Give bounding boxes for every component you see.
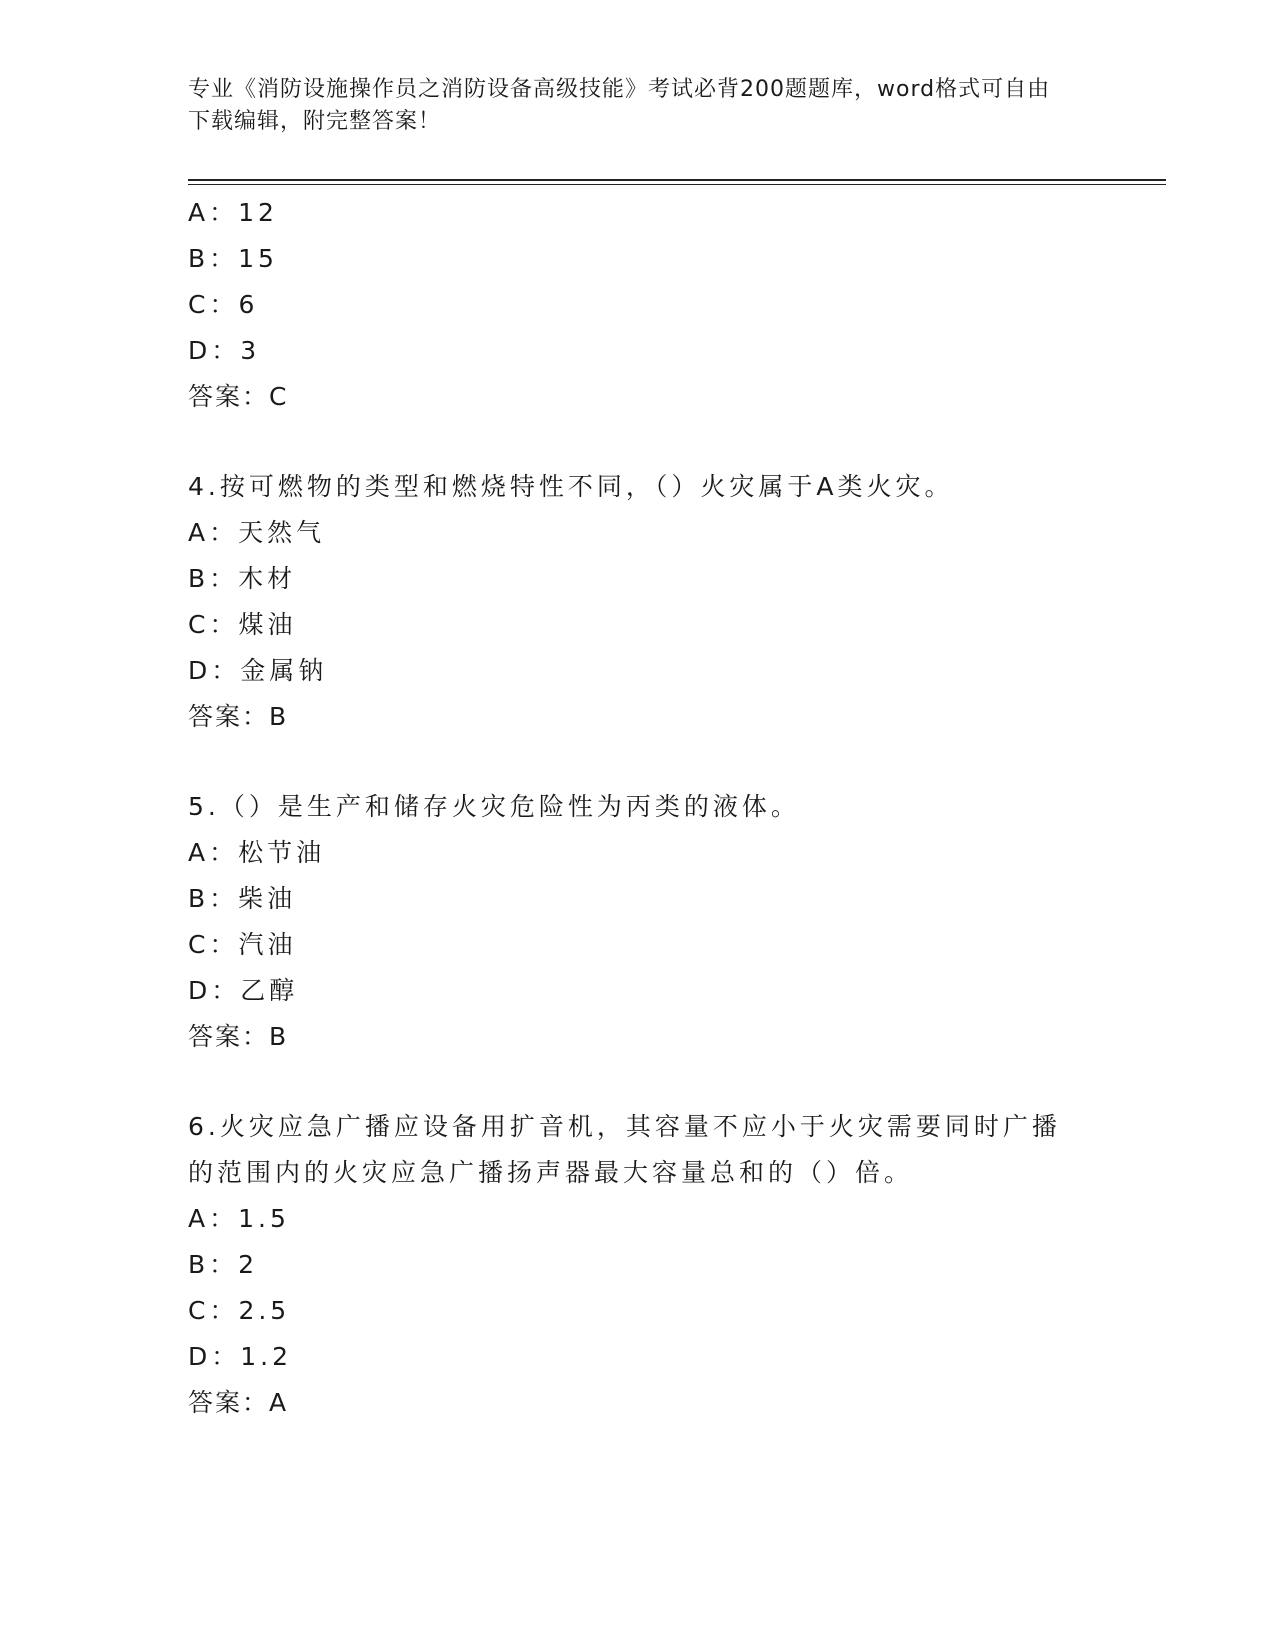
answer: 答案：B bbox=[188, 702, 289, 731]
question-6 bbox=[188, 1104, 1088, 1426]
option-c: C：汽油 bbox=[188, 930, 297, 959]
spacer bbox=[188, 740, 1088, 784]
option-b: B：2 bbox=[188, 1250, 259, 1279]
question-4 bbox=[188, 464, 1088, 740]
option-c: C：煤油 bbox=[188, 610, 297, 639]
spacer bbox=[188, 420, 1088, 464]
option-a: A：1.5 bbox=[188, 1204, 290, 1233]
option-a: A：天然气 bbox=[188, 518, 326, 547]
question-list bbox=[188, 190, 1088, 1426]
answer: 答案：C bbox=[188, 382, 289, 411]
question-stem: 5.（）是生产和储存火灾危险性为丙类的液体。 bbox=[188, 792, 800, 821]
question-stem: 4.按可燃物的类型和燃烧特性不同，（）火灾属于A类火灾。 bbox=[188, 472, 954, 501]
question-stem-line-2: 的范围内的火灾应急广播扬声器最大容量总和的（）倍。 bbox=[188, 1158, 914, 1187]
question-3 bbox=[188, 190, 1088, 420]
option-a: A：松节油 bbox=[188, 838, 326, 867]
option-c: C：2.5 bbox=[188, 1296, 291, 1325]
option-b: B：柴油 bbox=[188, 884, 297, 913]
option-b: B：15 bbox=[188, 244, 278, 273]
spacer bbox=[188, 1060, 1088, 1104]
header-title: 专业《消防设施操作员之消防设备高级技能》考试必背200题题库，word格式可自由下载编辑，附完整答案！ bbox=[188, 77, 1051, 134]
option-c: C：6 bbox=[188, 290, 259, 319]
option-d: D：1.2 bbox=[188, 1342, 293, 1371]
option-d: D：金属钠 bbox=[188, 656, 328, 685]
question-stem-line-1: 6.火灾应急广播应设备用扩音机，其容量不应小于火灾需要同时广播 bbox=[188, 1112, 1061, 1141]
document-header bbox=[188, 74, 1068, 138]
option-d: D：3 bbox=[188, 336, 261, 365]
answer: 答案：B bbox=[188, 1022, 289, 1051]
option-d: D：乙醇 bbox=[188, 976, 299, 1005]
answer: 答案：A bbox=[188, 1388, 289, 1417]
header-divider-thin bbox=[188, 184, 1166, 185]
header-divider-thick bbox=[188, 179, 1166, 181]
question-5 bbox=[188, 784, 1088, 1060]
option-b: B：木材 bbox=[188, 564, 297, 593]
option-a: A：12 bbox=[188, 198, 278, 227]
